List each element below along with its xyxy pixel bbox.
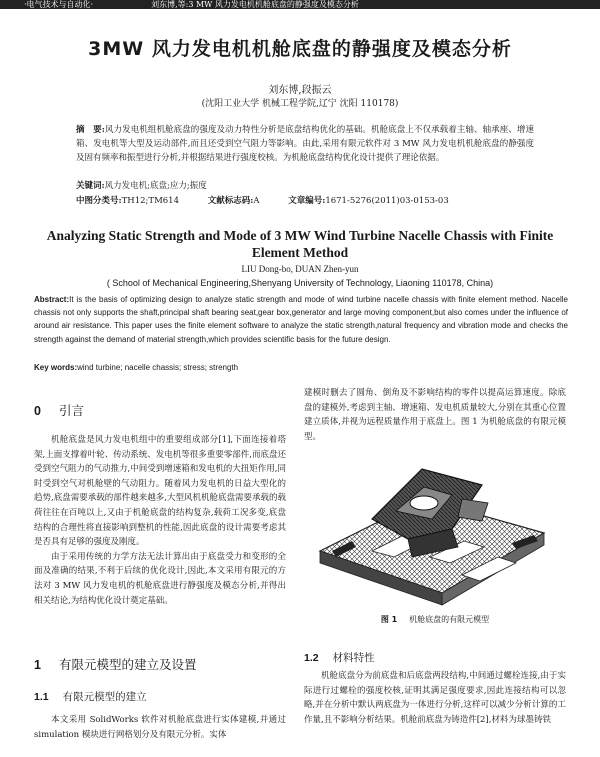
subsection-number: 1.2 — [304, 652, 319, 664]
classification-line — [76, 194, 546, 206]
clc-label: 中图分类号: — [76, 196, 122, 206]
section-number: 0 — [34, 404, 41, 418]
article-no-label: 文章编号: — [288, 196, 326, 206]
article-no-value: 1671-5276(2011)03-0153-03 — [325, 196, 449, 206]
keywords-en-text: wind turbine; nacelle chassis; stress; strength — [77, 363, 239, 372]
section-0-heading — [34, 401, 84, 419]
right-column-intro — [304, 386, 566, 444]
paragraph: 由于采用传统的力学方法无法计算出由于底盘受力和变形的全面及准确的结果,不利于后续的优化设计,因此,本文采用有限元的方法对 3 MW 风力发电机的机舱底盘进行静强度及模态分析,并得出相关结论,为结构优化设计奠定基础。 — [34, 551, 286, 606]
section-0-body — [34, 433, 286, 608]
keywords-cn-label: 关键词: — [76, 181, 105, 191]
abstract-cn-label: 摘 要: — [76, 125, 105, 135]
section-title: 有限元模型的建立及设置 — [58, 657, 197, 672]
doc-code-label: 文献标志码: — [207, 196, 254, 206]
doc-code-value: A — [253, 196, 260, 206]
paper-title-cn: 3MW 风力发电机机舱底盘的静强度及模态分析 — [88, 38, 512, 60]
paragraph: 本文采用 SolidWorks 软件对机舱底盘进行实体建模,并通过 simulation 模块进行网格划分及有限元分析。实体 — [34, 715, 286, 740]
subsection-1-2-body — [304, 669, 566, 727]
abstract-cn-text: 风力发电机组机舱底盘的强度及动力特性分析是底盘结构优化的基础。机舱底盘上不仅承载着主轴、轴承座、增速箱、发电机等大型及运动部件,而且还受到空气阻力等影响。由此,采用有限元软件对 3 MW 风力发电机机舱底盘的静强度及固有频率和振型进行分析,并根据结果进行强度校核。为机舱底盘结构优化设计提供了理论依据。 — [76, 125, 534, 163]
subsection-number: 1.1 — [34, 691, 49, 703]
section-title: 引言 — [58, 403, 84, 418]
authors-en: LIU Dong-bo, DUAN Zhen-yun — [241, 264, 359, 274]
abstract-en-text: It is the basis of optimizing design to analyze static strength and mode of wind turbine nacelle chassis with finite element method. Nacelle chassis not only supports the shaft,principal shaft bearing seat,gear box,generator and large moving component,but also comes under the influence of around air resistance. This paper uses the finite element software to analyze the static strength,natural frequency and vibration mode and checks the strength against the demand of material strength,which provides scientific basis for the future design. — [34, 295, 568, 344]
fea-model-figure — [312, 459, 552, 609]
running-header — [0, 0, 600, 9]
journal-name: ·电气技术与自动化· — [24, 0, 94, 9]
figure-caption — [304, 614, 566, 625]
paragraph: 机舱底盘分为前底盘和后底盘两段结构,中间通过螺栓连接,由于实际进行过螺栓的强度校核,证明其满足强度要求,因此连接结构可以忽略,并在分析中默认两底盘为一体进行分析,这样可以减少分析计算的工作量,且不影响分析结果。机舱前底盘为铸造件[2],材料为球墨铸铁 — [304, 671, 566, 725]
affiliation-cn: (沈阳工业大学 机械工程学院,辽宁 沈阳 110178) — [201, 99, 399, 109]
paper-title-en: Analyzing Static Strength and Mode of 3 MW Wind Turbine Nacelle Chassis with Finite Element Method — [46, 228, 554, 260]
running-title: 刘东博,等:3 MW 风力发电机机舱底盘的静强度及模态分析 — [151, 0, 359, 9]
keywords-cn-text: 风力发电机;底盘;应力;振度 — [104, 181, 207, 191]
figure-caption-text: 机舱底盘的有限元模型 — [409, 615, 490, 624]
section-number: 1 — [34, 658, 41, 672]
subsection-title: 材料特性 — [332, 652, 375, 664]
subsection-title: 有限元模型的建立 — [62, 691, 147, 703]
keywords-en-label: Key words: — [34, 363, 78, 372]
subsection-1-1-body — [34, 713, 286, 742]
authors-cn: 刘东博,段振云 — [268, 85, 332, 96]
abstract-cn — [76, 123, 534, 165]
abstract-en-label: Abstract: — [34, 295, 70, 304]
keywords-en — [34, 363, 568, 372]
subsection-1-1-heading — [34, 689, 147, 704]
nacelle-chassis-mesh-image — [312, 459, 552, 609]
paragraph: 机舱底盘是风力发电机组中的重要组成部分[1],下面连接着塔架,上面支撑着叶轮、传动系统、发电机等很多重要零部件,而底盘还受到空气阻力的气动推力,中间受到增速箱和发电机的大扭矩作用,同时受到空气对机舱壁的气动阻力。随着风力发电机的日益大型化的趋势,底盘需要承载的部件越来越多,大型风机机舱底盘需要承载的载荷往往在百吨以上,又由于机舱底盘的结构复杂,载荷工况多变,底盘结构的合理性将直接影响到整机的性能,因此底盘的设计需要考虑其是否具有足够的强度及刚度。 — [34, 435, 286, 548]
keywords-cn — [76, 179, 546, 191]
clc-value: TH12;TM614 — [121, 196, 179, 206]
paragraph: 建模时删去了圆角、倒角及不影响结构的零件以提高运算速度。除底盘的建模外,考虑到主轴、增速箱、发电机质量较大,分别在其重心位置建立质体,并视为远程质量作用于底盘上。图 1 为机舱底盘的有限元模型。 — [304, 388, 566, 442]
abstract-en — [34, 293, 568, 346]
section-1-heading — [34, 655, 196, 673]
subsection-1-2-heading — [304, 650, 375, 665]
affiliation-en: ( School of Mechanical Engineering,Shenyang University of Technology, Liaoning 110178, China) — [106, 278, 494, 288]
figure-number: 图 1 — [380, 615, 398, 624]
